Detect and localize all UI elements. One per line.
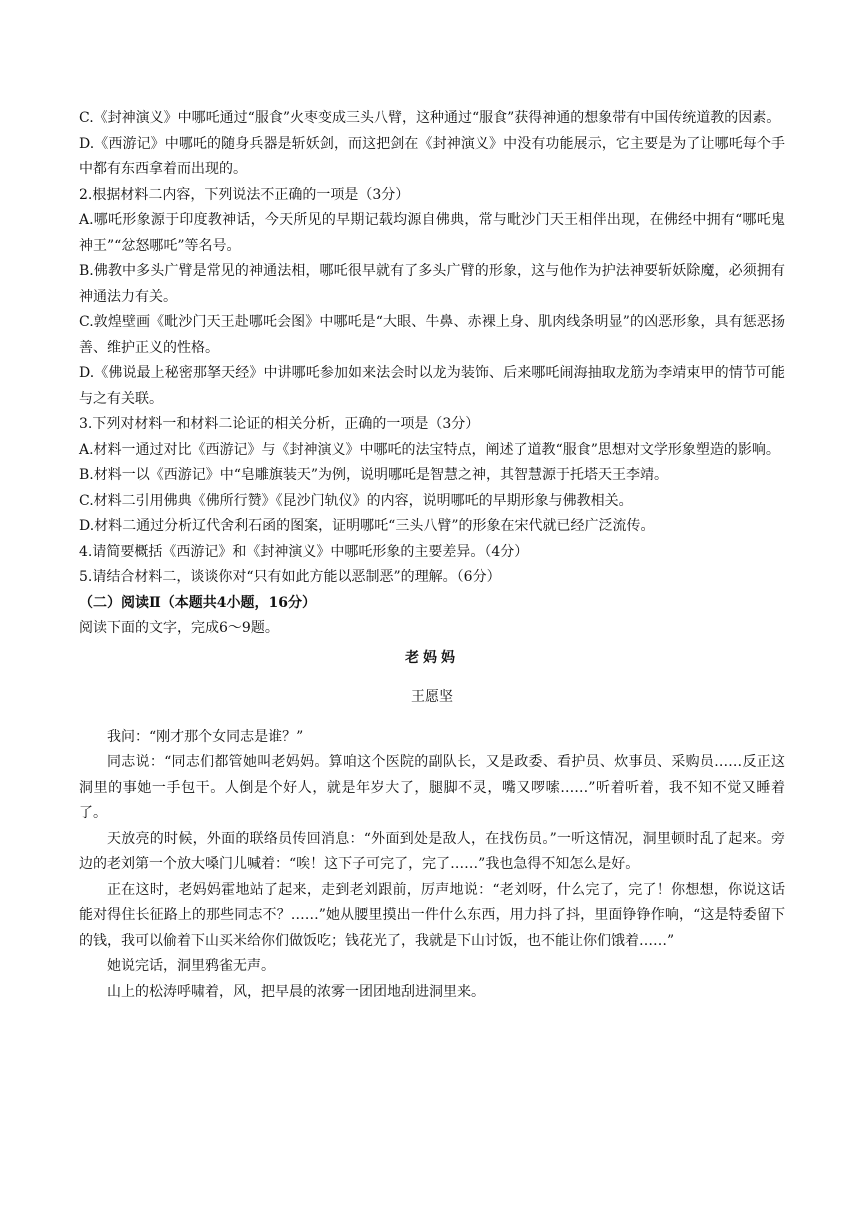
q5-question: 5.请结合材料二，谈谈你对“只有如此方能以恶制恶”的理解。（6分） [79,569,501,585]
q3-stem: 3.下列对材料一和材料二论证的相关分析，正确的一项是（3分） [79,416,480,432]
q3-option-a: A.材料一通过对比《西游记》与《封神演义》中哪吒的法宝特点，阐述了道教“服食”思想对文学形象塑造的影响。 [79,441,780,458]
story-paragraph: 她说完话，洞里鸦雀无声。 [107,958,275,974]
q2-option-b: B.佛教中多头广臂是常见的神通法相，哪吒很早就有了多头广臂的形象，这与他作为护法神要斩妖除魔，必须拥有神通法力有关。 [79,263,785,305]
story-title: 老妈妈 [405,649,459,666]
story-paragraph: 我问：“刚才那个女同志是谁？” [107,728,304,745]
story-paragraph: 正在这时，老妈妈霍地站了起来，走到老刘跟前，厉声地说：“老刘呀，什么完了，完了！你想想，你说这话能对得住长征路上的那些同志不？……”她从腰里摸出一件什么东西，用力抖了抖，里面铮铮作响，“这是特委留下的钱，我可以偷着下山买米给你们做饭吃；钱花光了，我就是下山讨饭，也不能让你们饿着……” [79,881,785,949]
q4-question: 4.请简要概括《西游记》和《封神演义》中哪吒形象的主要差异。（4分） [79,543,529,560]
story-paragraph: 同志说：“同志们都管她叫老妈妈。算咱这个医院的副队长，又是政委、看护员、炊事员、采购员……反正这洞里的事她一手包干。人倒是个好人，就是年岁大了，腿脚不灵，嘴又啰嗦……”听着听着，我不知不觉又睡着了。 [79,754,785,821]
story-author: 王愿坚 [411,689,453,705]
q3-option-b: B.材料一以《西游记》中“皂雕旗装天”为例，说明哪吒是智慧之神，其智慧源于托塔天王李靖。 [79,467,669,483]
q3-option-c: C.材料二引用佛典《佛所行赞》《昆沙门轨仪》的内容，说明哪吒的早期形象与佛教相关。 [79,492,633,509]
q1-option-d: D.《西游记》中哪吒的随身兵器是斩妖剑，而这把剑在《封神演义》中没有功能展示，它主要是为了让哪吒每个手中都有东西拿着而出现的。 [79,135,785,177]
document-page [79,106,785,1005]
q2-option-c: C.敦煌壁画《毗沙门天王赴哪吒会图》中哪吒是“大眼、牛鼻、赤裸上身、肌肉线条明显”的凶恶形象，具有惩恶扬善、维护正义的性格。 [79,314,785,356]
q2-stem: 2.根据材料二内容，下列说法不正确的一项是（3分） [79,186,410,203]
story-paragraph: 山上的松涛呼啸着，风，把早晨的浓雾一团团地刮进洞里来。 [107,983,485,1000]
q2-option-a: A.哪吒形象源于印度教神话，今天所见的早期记载均源自佛典，常与毗沙门天王相伴出现，在佛经中拥有“哪吒鬼神王”“忿怒哪吒”等名号。 [79,212,785,254]
story-body [79,725,785,1006]
section2-heading: （二）阅读Ⅱ（本题共4小题，16分） [79,594,317,611]
q2-option-d: D.《佛说最上秘密那拏天经》中讲哪吒参加如来法会时以龙为装饰、后来哪吒闹海抽取龙筋为李靖束甲的情节可能与之有关联。 [79,365,785,407]
section2-instruction: 阅读下面的文字，完成6～9题。 [79,620,279,636]
story-paragraph: 天放亮的时候，外面的联络员传回消息：“外面到处是敌人，在找伤员。”一听这情况，洞里顿时乱了起来。旁边的老刘第一个放大嗓门儿喊着：“唉！这下子可完了，完了……”我也急得不知怎么是好。 [79,830,785,872]
q3-option-d: D.材料二通过分析辽代舍利石函的图案，证明哪吒“三头八臂”的形象在宋代就已经广泛流传。 [79,518,655,534]
q1-option-c: C.《封神演义》中哪吒通过“服食”火枣变成三头八臂，这种通过“服食”获得神通的想象带有中国传统道教的因素。 [79,110,781,126]
